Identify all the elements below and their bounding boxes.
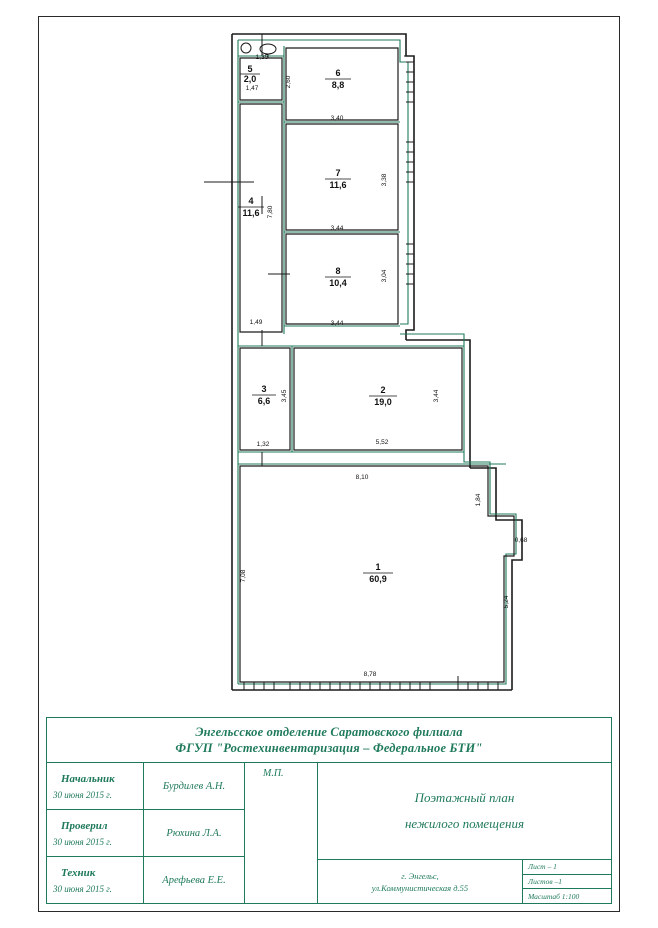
signatory-role-cell (47, 810, 144, 856)
svg-text:5,24: 5,24 (503, 595, 510, 609)
signatory-row (47, 810, 244, 857)
signatory-name: Рюхина Л.А. (166, 827, 222, 839)
signatory-date: 30 июня 2015 г. (53, 883, 112, 894)
sheet-number: Лист – 1 (523, 860, 611, 875)
svg-text:1,49: 1,49 (249, 319, 263, 326)
svg-text:7,80: 7,80 (267, 205, 274, 219)
room-label (325, 266, 351, 288)
svg-text:11,6: 11,6 (242, 208, 260, 218)
svg-text:3,44: 3,44 (330, 225, 344, 232)
room-label (240, 64, 260, 84)
signatory-name: Бурдилев А.Н. (162, 780, 226, 792)
plan-title (318, 763, 611, 860)
svg-text:3,04: 3,04 (381, 269, 388, 283)
svg-text:3,40: 3,40 (330, 115, 344, 122)
svg-text:3: 3 (261, 384, 267, 394)
sheet-count: Листов –1 (523, 875, 611, 890)
svg-text:11,6: 11,6 (329, 180, 347, 190)
svg-text:3,44: 3,44 (330, 320, 344, 327)
svg-text:1: 1 (375, 562, 381, 572)
svg-text:8: 8 (335, 266, 341, 276)
sheet-scale: Масштаб 1:100 (528, 891, 580, 901)
title-block-body (47, 763, 611, 903)
svg-text:6: 6 (335, 68, 341, 78)
svg-text:1,47: 1,47 (245, 85, 259, 92)
room-label (363, 562, 393, 584)
svg-text:6,6: 6,6 (257, 396, 271, 406)
svg-text:7,08: 7,08 (240, 569, 247, 583)
title-block (46, 717, 612, 904)
room-label (252, 384, 276, 406)
signatory-role-cell (47, 763, 144, 809)
svg-text:2,0: 2,0 (243, 74, 257, 84)
stamp-label: М.П. (263, 768, 284, 779)
signatories-column (47, 763, 245, 903)
svg-text:8,78: 8,78 (363, 671, 377, 678)
svg-text:2: 2 (380, 385, 386, 395)
svg-text:3,44: 3,44 (433, 389, 440, 403)
svg-text:1,32: 1,32 (256, 441, 270, 448)
address-line-2: ул.Коммунистическая д.55 (371, 882, 469, 893)
stamp-cell (245, 763, 318, 903)
signatory-row (47, 763, 244, 810)
svg-text:7: 7 (335, 168, 341, 178)
room-label (369, 385, 397, 407)
signatory-date: 30 июня 2015 г. (53, 789, 112, 800)
svg-text:8,10: 8,10 (355, 474, 369, 481)
room-label (325, 168, 351, 190)
svg-text:1,84: 1,84 (475, 493, 482, 507)
sheet-meta (523, 860, 611, 903)
plan-title-line-1: Поэтажный план (414, 790, 515, 805)
svg-text:0,68: 0,68 (514, 537, 528, 544)
svg-text:3,45: 3,45 (281, 389, 288, 403)
svg-text:3,38: 3,38 (381, 173, 388, 187)
signatory-role: Проверил (61, 819, 108, 832)
svg-text:60,9: 60,9 (369, 574, 387, 584)
signatory-role: Техник (61, 866, 96, 879)
signatory-row (47, 857, 244, 903)
svg-text:10,4: 10,4 (329, 278, 347, 288)
signatory-name: Арефьева Е.Е. (162, 874, 226, 886)
organization-line-2: ФГУП "Ростехинвентаризация – Федеральное БТИ" (175, 741, 483, 755)
signatory-role: Начальник (61, 772, 115, 785)
organization-line-1: Энгельсское отделение Саратовского филиала (195, 725, 463, 739)
plan-title-line-2: нежилого помещения (404, 816, 525, 831)
plan-info-column (318, 763, 611, 903)
signatory-date: 30 июня 2015 г. (53, 836, 112, 847)
room-label (238, 196, 264, 218)
svg-text:5,52: 5,52 (375, 439, 389, 446)
svg-text:19,0: 19,0 (374, 397, 392, 407)
svg-text:5: 5 (247, 64, 253, 74)
svg-text:2,60: 2,60 (285, 75, 292, 89)
svg-text:1,35: 1,35 (255, 54, 269, 61)
svg-text:4: 4 (248, 196, 254, 206)
address (318, 860, 523, 903)
svg-text:8,8: 8,8 (331, 80, 345, 90)
organization-header (47, 718, 611, 763)
signatory-role-cell (47, 857, 144, 903)
dimension-labels (240, 54, 528, 678)
room-label (325, 68, 351, 90)
address-and-meta (318, 860, 611, 903)
address-line-1: г. Энгельс, (401, 870, 439, 881)
